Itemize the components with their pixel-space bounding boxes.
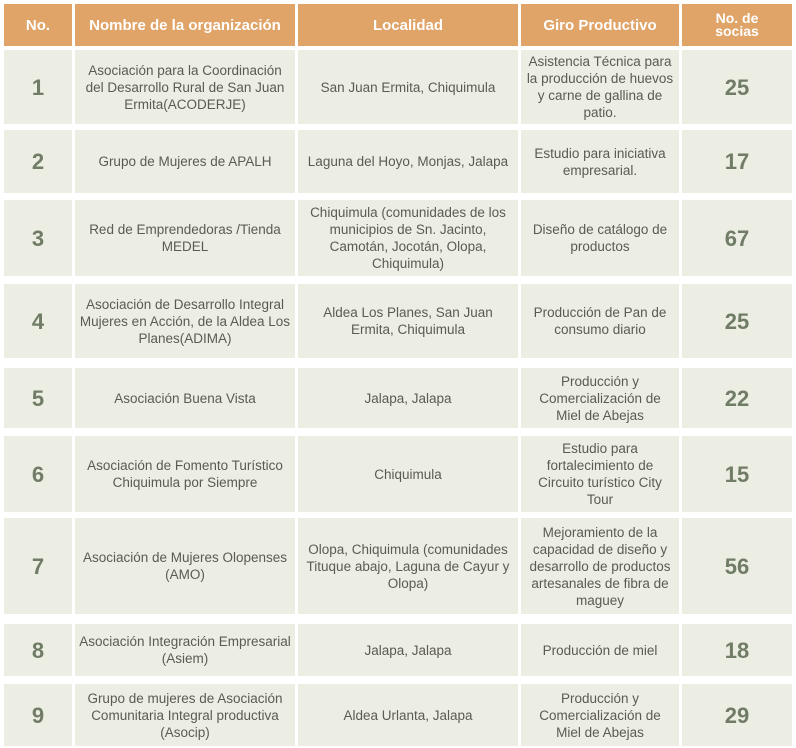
row-number: 9 [4, 684, 72, 746]
table-row [0, 436, 796, 512]
row-number: 1 [4, 50, 72, 124]
locality: Aldea Los Planes, San Juan Ermita, Chiquimula [298, 284, 518, 358]
productive-line: Producción de miel [521, 624, 679, 676]
row-number: 4 [4, 284, 72, 358]
row-number: 8 [4, 624, 72, 676]
organization-name: Asociación de Mujeres Olopenses (AMO) [75, 518, 295, 614]
table-header [0, 4, 796, 46]
productive-line: Diseño de catálogo de productos [521, 200, 679, 276]
locality: San Juan Ermita, Chiquimula [298, 50, 518, 124]
header-socias-line1: No. de [715, 10, 759, 26]
member-count: 56 [682, 518, 792, 614]
member-count: 18 [682, 624, 792, 676]
locality: Chiquimula [298, 436, 518, 512]
locality: Chiquimula (comunidades de los municipios de Sn. Jacinto, Camotán, Jocotán, Olopa, Chiquimula) [298, 200, 518, 276]
productive-line: Producción y Comercialización de Miel de Abejas [521, 368, 679, 428]
header-loc: Localidad [298, 4, 518, 46]
organization-name: Grupo de Mujeres de APALH [75, 130, 295, 193]
locality: Jalapa, Jalapa [298, 368, 518, 428]
row-number: 3 [4, 200, 72, 276]
organization-name: Red de Emprendedoras /Tienda MEDEL [75, 200, 295, 276]
organization-name: Asociación de Fomento Turístico Chiquimula por Siempre [75, 436, 295, 512]
table-row [0, 518, 796, 614]
table-row [0, 624, 796, 676]
row-number: 2 [4, 130, 72, 193]
locality: Jalapa, Jalapa [298, 624, 518, 676]
organization-name: Asociación de Desarrollo Integral Mujeres en Acción, de la Aldea Los Planes(ADIMA) [75, 284, 295, 358]
organization-name: Asociación Buena Vista [75, 368, 295, 428]
member-count: 22 [682, 368, 792, 428]
productive-line: Estudio para fortalecimiento de Circuito turístico City Tour [521, 436, 679, 512]
productive-line: Producción de Pan de consumo diario [521, 284, 679, 358]
productive-line: Estudio para iniciativa empresarial. [521, 130, 679, 193]
member-count: 15 [682, 436, 792, 512]
table-row [0, 284, 796, 358]
header-giro: Giro Productivo [521, 4, 679, 46]
member-count: 67 [682, 200, 792, 276]
table-row [0, 368, 796, 428]
locality: Olopa, Chiquimula (comunidades Tituque abajo, Laguna de Cayur y Olopa) [298, 518, 518, 614]
member-count: 25 [682, 50, 792, 124]
row-number: 7 [4, 518, 72, 614]
header-org: Nombre de la organización [75, 4, 295, 46]
organization-name: Asociación Integración Empresarial (Asiem) [75, 624, 295, 676]
locality: Aldea Urlanta, Jalapa [298, 684, 518, 746]
table-row [0, 50, 796, 124]
organization-name: Asociación para la Coordinación del Desarrollo Rural de San Juan Ermita(ACODERJE) [75, 50, 295, 124]
header-no: No. [4, 4, 72, 46]
row-number: 6 [4, 436, 72, 512]
table-row [0, 684, 796, 746]
productive-line: Asistencia Técnica para la producción de huevos y carne de gallina de patio. [521, 50, 679, 124]
table-row [0, 130, 796, 193]
row-number: 5 [4, 368, 72, 428]
productive-line: Mejoramiento de la capacidad de diseño y desarrollo de productos artesanales de fibra de maguey [521, 518, 679, 614]
organization-name: Grupo de mujeres de Asociación Comunitaria Integral productiva (Asocip) [75, 684, 295, 746]
header-socias [682, 4, 792, 46]
header-socias-line2: socias [715, 23, 759, 39]
member-count: 17 [682, 130, 792, 193]
table-row [0, 200, 796, 276]
member-count: 29 [682, 684, 792, 746]
member-count: 25 [682, 284, 792, 358]
locality: Laguna del Hoyo, Monjas, Jalapa [298, 130, 518, 193]
productive-line: Producción y Comercialización de Miel de Abejas [521, 684, 679, 746]
